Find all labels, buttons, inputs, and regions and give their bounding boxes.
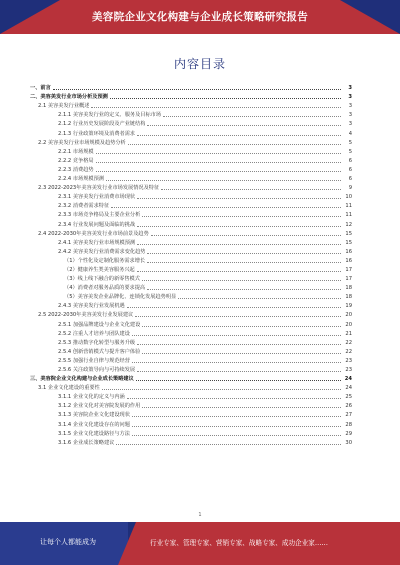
footer-roles: 行业专家、管理专家、营销专家、战略专家、成功企业家……: [150, 539, 329, 547]
toc-entry[interactable]: [30, 219, 352, 228]
toc-entry-text: （3）线上线下融合的新零售模式: [64, 276, 140, 283]
toc-leader-dots: [132, 416, 341, 417]
toc-entry-page: 16: [345, 257, 352, 264]
toc-leader-dots: [132, 426, 341, 427]
toc-entry-text: 2.2.2 竞争格局: [58, 157, 94, 164]
toc-entry-page: 3: [348, 94, 352, 101]
toc-entry-text: 2.1.3 行业政策环境及消费者需求: [58, 130, 136, 137]
toc-leader-dots: [96, 171, 341, 172]
toc-entry-text: 一、前言: [30, 85, 51, 92]
toc-entry-page: 18: [345, 285, 352, 292]
toc-entry[interactable]: [30, 338, 352, 347]
toc-entry[interactable]: [30, 410, 352, 419]
toc-entry-text: 2.1 美容美发行业概述: [38, 103, 90, 110]
toc-entry-page: 25: [345, 394, 352, 401]
toc-entry-page: 24: [345, 385, 352, 392]
toc-entry[interactable]: [30, 101, 352, 110]
toc-leader-dots: [127, 398, 341, 399]
toc-entry-text: 2.3.2 消费者需求特征: [58, 203, 110, 210]
toc-leader-dots: [102, 389, 341, 390]
toc-entry-page: 23: [345, 357, 352, 364]
toc-entry-text: 2.3.4 行业发展问题及面临的挑战: [58, 221, 136, 228]
toc-entry-text: 二、美容美发行业市场分析及预测: [30, 94, 108, 101]
toc-entry-text: 2.2.3 消费趋势: [58, 166, 94, 173]
toc-entry[interactable]: [30, 374, 352, 383]
toc-leader-dots: [137, 135, 341, 136]
toc-entry[interactable]: [30, 283, 352, 292]
toc-entry-text: 2.4.2 美容美发行业消费需求变化趋势: [58, 248, 146, 255]
toc-entry-page: 3: [348, 85, 352, 92]
toc-leader-dots: [132, 362, 341, 363]
toc-entry[interactable]: [30, 183, 352, 192]
toc-entry-text: 2.2.1 市场规模: [58, 148, 94, 155]
toc-entry-text: 2.5.1 加强品牌建设与企业文化建设: [58, 321, 141, 328]
header-banner: [0, 0, 400, 34]
toc-entry-text: （5）美容美发企业品牌化、连锁化发展趋势明显: [64, 294, 177, 301]
toc-leader-dots: [136, 380, 341, 381]
toc-entry-page: 27: [345, 412, 352, 419]
toc-entry[interactable]: [30, 301, 352, 310]
toc-entry-page: 15: [345, 230, 352, 237]
toc-entry[interactable]: [30, 347, 352, 356]
toc-entry[interactable]: [30, 92, 352, 101]
toc-leader-dots: [137, 371, 341, 372]
footer-slogan: 让每个人都能成为: [40, 538, 96, 546]
toc-entry-page: 5: [348, 139, 352, 146]
toc-leader-dots: [137, 198, 341, 199]
toc-leader-dots: [142, 216, 341, 217]
toc-entry-page: 20: [345, 321, 352, 328]
toc-entry-text: （2）健康养生类美容服务兴起: [64, 266, 135, 273]
toc-entry-text: 2.5.4 创新营销模式与提升客户体验: [58, 348, 141, 355]
toc-leader-dots: [142, 326, 341, 327]
toc-entry-text: 2.4.3 美容美发行业发展机遇: [58, 303, 125, 310]
toc-entry[interactable]: [30, 383, 352, 392]
toc-leader-dots: [127, 307, 341, 308]
toc-entry-page: 22: [345, 348, 352, 355]
toc-entry-text: 3.1.4 企业文化建设存在的问题: [58, 421, 130, 428]
toc-leader-dots: [91, 107, 341, 108]
toc-entry-text: 2.5 2022-2030年美容美发行业发展建议: [38, 312, 134, 319]
toc-entry[interactable]: [30, 274, 352, 283]
toc-entry-text: 2.3.3 市场竞争格局及主要企业分析: [58, 212, 141, 219]
toc-entry[interactable]: [30, 429, 352, 438]
toc-entry-page: 6: [348, 157, 352, 164]
footer-slash-decoration: [118, 522, 136, 565]
toc-entry[interactable]: [30, 256, 352, 265]
toc-entry-page: 24: [344, 376, 352, 383]
toc-entry-page: 11: [345, 212, 352, 219]
toc-entry-page: 10: [345, 194, 352, 201]
toc-entry-text: （1）个性化及定制化服务需求增长: [64, 257, 146, 264]
toc-entry-page: 29: [345, 430, 352, 437]
toc-leader-dots: [161, 189, 341, 190]
toc-entry[interactable]: [30, 329, 352, 338]
toc-entry-text: 2.5.3 推动数字化转型与服务升级: [58, 339, 136, 346]
toc-leader-dots: [163, 116, 341, 117]
toc-entry[interactable]: [30, 110, 352, 119]
toc-entry-page: 3: [348, 121, 352, 128]
toc-entry[interactable]: [30, 238, 352, 247]
toc-entry-page: 17: [345, 276, 352, 283]
toc-heading: 内容目录: [173, 57, 226, 71]
toc-entry[interactable]: [30, 292, 352, 301]
toc-entry[interactable]: [30, 210, 352, 219]
toc-entry[interactable]: [30, 119, 352, 128]
toc-entry-page: 22: [345, 339, 352, 346]
toc-entry[interactable]: [30, 147, 352, 156]
toc-entry-text: 2.1.1 美容美发行业的定义、服务及目标市场: [58, 112, 162, 119]
toc-leader-dots: [106, 180, 341, 181]
toc-entry-text: 3.1.6 企业成长策略建议: [58, 439, 115, 446]
toc-leader-dots: [137, 271, 341, 272]
toc-leader-dots: [132, 335, 341, 336]
toc-entry[interactable]: [30, 138, 352, 147]
toc-entry[interactable]: [30, 201, 352, 210]
toc-entry-page: 19: [345, 303, 352, 310]
toc-leader-dots: [53, 89, 341, 90]
toc-entry-text: 3.1.2 企业文化对美容院发展的作用: [58, 403, 141, 410]
page-number: 1: [198, 512, 202, 518]
toc-entry[interactable]: [30, 419, 352, 428]
toc-leader-dots: [147, 262, 341, 263]
toc-leader-dots: [142, 280, 341, 281]
toc-entry-text: 2.1.2 行业历史发展阶段及产业链结构: [58, 121, 146, 128]
toc-leader-dots: [137, 244, 341, 245]
toc-entry-text: 3.1.5 企业文化建设路径与方法: [58, 430, 130, 437]
toc-entry[interactable]: [30, 265, 352, 274]
toc-leader-dots: [132, 435, 341, 436]
toc-entry[interactable]: [30, 401, 352, 410]
toc-entry-page: 16: [345, 248, 352, 255]
toc-entry-page: 26: [345, 403, 352, 410]
toc-entry[interactable]: [30, 310, 352, 319]
toc-entry[interactable]: [30, 247, 352, 256]
toc-entry-text: （4）消费者对服务品质的要求提高: [64, 285, 146, 292]
toc-entry-text: 2.3 2022-2023年美容美发行业市场发展情况及特征: [38, 185, 160, 192]
toc-entry-text: 三、美容院企业文化构建与企业成长策略建议: [30, 376, 134, 383]
toc-leader-dots: [137, 344, 341, 345]
toc-entry[interactable]: [30, 83, 352, 92]
report-title: 美容院企业文化构建与企业成长策略研究报告: [92, 11, 308, 23]
toc-entry[interactable]: [30, 365, 352, 374]
toc-leader-dots: [147, 289, 341, 290]
toc-entry-text: 3.1.1 企业文化的定义与内涵: [58, 394, 125, 401]
toc-entry-page: 21: [345, 330, 352, 337]
toc-entry-page: 28: [345, 421, 352, 428]
table-of-contents: [30, 83, 352, 447]
toc-entry-page: 6: [348, 166, 352, 173]
toc-leader-dots: [111, 207, 341, 208]
toc-entry[interactable]: [30, 165, 352, 174]
toc-leader-dots: [178, 298, 341, 299]
toc-entry-text: 3.1 企业文化建设的重要性: [38, 385, 100, 392]
toc-entry[interactable]: [30, 192, 352, 201]
toc-entry-page: 6: [348, 176, 352, 183]
toc-entry-page: 4: [348, 130, 352, 137]
toc-entry-page: 11: [345, 203, 352, 210]
toc-entry-text: 2.2 美容美发行业市场规模及趋势分析: [38, 139, 126, 146]
toc-entry-text: 2.4.1 美容美发行业市场规模预测: [58, 239, 136, 246]
toc-entry[interactable]: [30, 128, 352, 137]
toc-entry[interactable]: [30, 174, 352, 183]
toc-entry-page: 3: [348, 103, 352, 110]
toc-leader-dots: [96, 162, 341, 163]
toc-leader-dots: [128, 144, 341, 145]
toc-leader-dots: [135, 316, 341, 317]
toc-leader-dots: [96, 153, 341, 154]
toc-leader-dots: [151, 235, 341, 236]
toc-entry-text: 2.5.6 关注政策导向与可持续发展: [58, 367, 136, 373]
footer-banner: [0, 522, 400, 565]
toc-entry-page: 3: [348, 112, 352, 119]
toc-leader-dots: [147, 125, 341, 126]
toc-entry[interactable]: [30, 156, 352, 165]
toc-entry-text: 2.2.4 市场规模预测: [58, 176, 104, 183]
toc-leader-dots: [116, 444, 341, 445]
toc-leader-dots: [142, 353, 341, 354]
toc-entry-text: 2.5.5 加强行业自律与规范经营: [58, 357, 130, 364]
toc-entry[interactable]: [30, 229, 352, 238]
toc-entry-text: 2.4 2022-2030年美容美发行业市场前景及趋势: [38, 230, 149, 237]
toc-entry-page: 5: [348, 148, 352, 155]
toc-entry-page: 23: [345, 367, 352, 373]
toc-entry-text: 3.1.3 美容院企业文化建设现状: [58, 412, 130, 419]
toc-entry[interactable]: [30, 392, 352, 401]
toc-entry-page: 17: [345, 266, 352, 273]
toc-entry-page: 20: [345, 312, 352, 319]
toc-entry[interactable]: [30, 319, 352, 328]
toc-entry[interactable]: [30, 438, 352, 447]
toc-entry-page: 15: [345, 239, 352, 246]
toc-entry-page: 30: [345, 439, 352, 446]
toc-entry-page: 9: [348, 185, 352, 192]
toc-leader-dots: [137, 226, 341, 227]
toc-entry-text: 2.5.2 注重人才培养与团队建设: [58, 330, 130, 337]
toc-entry-text: 2.3.1 美容美发行业消费市场现状: [58, 194, 136, 201]
toc-leader-dots: [142, 407, 341, 408]
toc-leader-dots: [147, 253, 341, 254]
toc-entry-page: 18: [345, 294, 352, 301]
toc-entry[interactable]: [30, 356, 352, 365]
toc-entry-page: 12: [345, 221, 352, 228]
toc-leader-dots: [110, 98, 341, 99]
